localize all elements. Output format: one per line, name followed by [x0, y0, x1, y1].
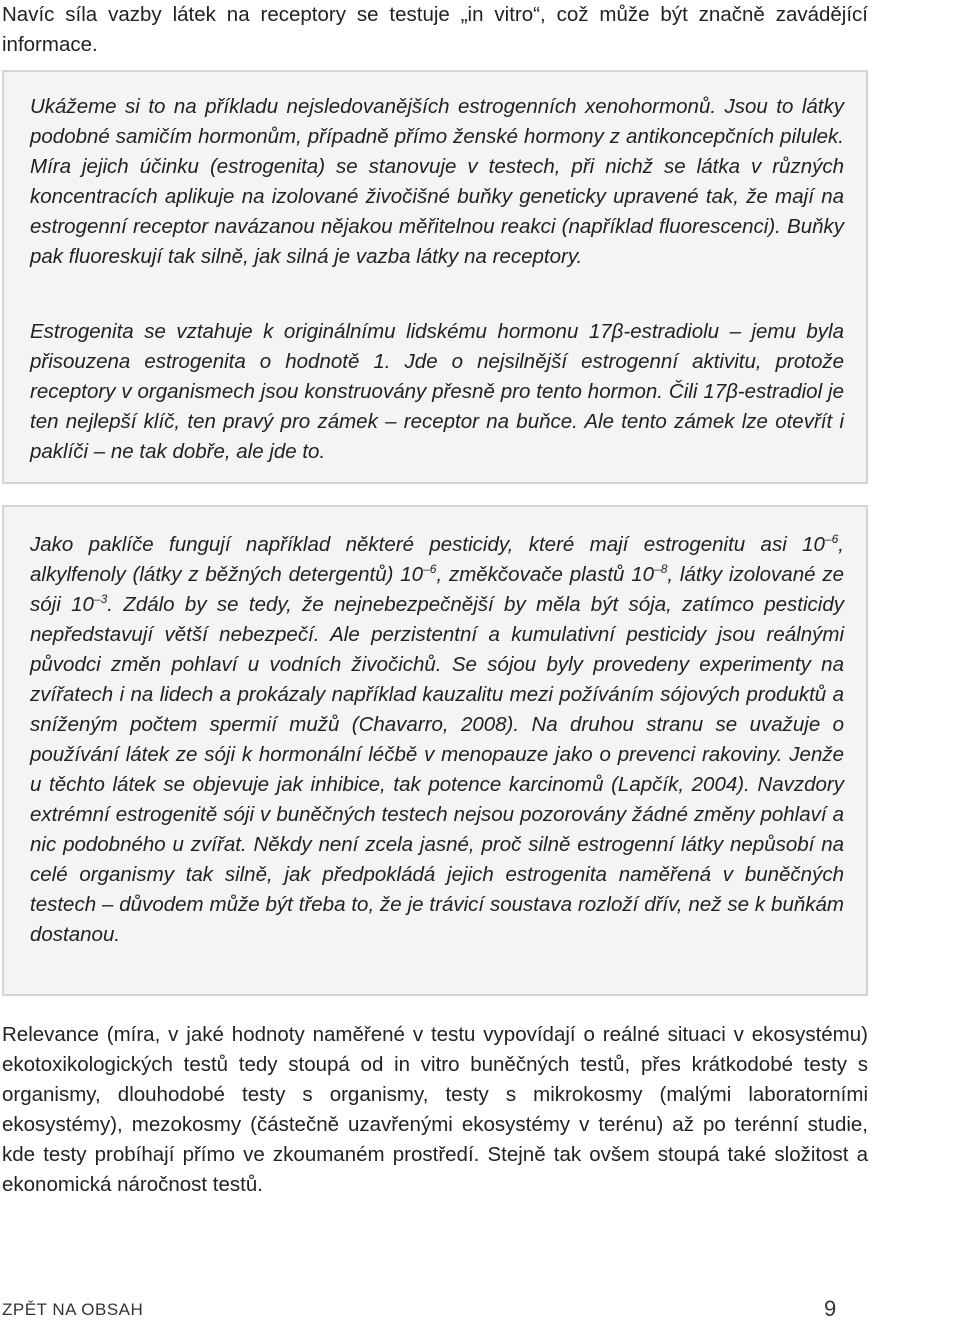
- box2-text-4: , látky izolované ze sóji 10: [30, 563, 844, 616]
- box1-paragraph-1: Ukážeme si to na příkladu nejsledovanějších estrogenních xenohormonů. Jsou to látky podobné samičím hormonům, případně přímo ženské hormony z antikoncepčních pilulek. Míra jejich účinku (estrogenita) se stanovuje v testech, při nichž se látka v různých koncentracích aplikuje na izolované živočišné buňky geneticky upravené tak, že mají na estrogenní receptor navázanou nějakou měřitelnou reakci (například fluorescenci). Buňky pak fluoreskují tak silně, jak silná je vazba látky na receptory.: [30, 95, 844, 268]
- info-box-pesticides: [2, 505, 868, 996]
- page-number: 9: [824, 1296, 837, 1321]
- info-box-estrogenity: [2, 70, 868, 484]
- box2-exponent-4: –3: [93, 592, 108, 606]
- box2-exponent-2: –6: [423, 562, 437, 576]
- box2-paragraph: [30, 530, 844, 950]
- box2-text-5: . Zdálo by se tedy, že nejnebezpečnější by měla být sója, zatímco pesticidy nepředstavují větší nebezpečí. Ale perzistentní a kumulativní pesticidy jsou reálnými původci změn pohlaví u vodních živočichů. Se sójou byly provedeny experimenty na zvířatech i na lidech a prokázaly například kauzalitu mezi požíváním sójových produktů a sníženým počtem spermií mužů (Chavarro, 2008). Na druhou stranu se uvažuje o používání látek ze sóji k hormonální léčbě v menopauze jako o prevenci rakoviny. Jenže u těchto látek se objevuje jak inhibice, tak potence karcinomů (Lapčík, 2004). Navzdory extrémní estrogenitě sóji v buněčných testech nejsou pozorovány žádné změny pohlaví a nic podobného u zvířat. Někdy není zcela jasné, proč silně estrogenní látky nepůsobí na celé organismy tak silně, jak předpokládá jejich estrogenita naměřená v buněčných testech – důvodem může být třeba to, že je trávicí soustava rozloží dřív, než se k buňkám dostanou.: [30, 593, 844, 946]
- back-to-contents-link[interactable]: ZPĚT NA OBSAH: [2, 1300, 144, 1319]
- intro-paragraph: Navíc síla vazby látek na receptory se testuje „in vitro“, což může být značně zavádějící informace.: [2, 3, 868, 56]
- box1-paragraph-2: Estrogenita se vztahuje k originálnímu lidskému hormonu 17β-estradiolu – jemu byla přisouzena estrogenita o hodnotě 1. Jde o nejsilnější estrogenní aktivitu, protože receptory v organismech jsou konstruovány přesně pro tento hormon. Čili 17β-estradiol je ten nejlepší klíč, ten pravý pro zámek – receptor na buňce. Ale tento zámek lze otevřít i paklíči – ne tak dobře, ale jde to.: [30, 320, 844, 463]
- box2-text-2: , alkylfenoly (látky z běžných detergentů) 10: [30, 533, 844, 586]
- relevance-paragraph: Relevance (míra, v jaké hodnoty naměřené v testu vypovídají o reálné situaci v ekosystému) ekotoxikologických testů tedy stoupá od in vitro buněčných testů, přes krátkodobé testy s organismy, dlouhodobé testy s organismy, testy s mikrokosmy (malými laboratorními ekosystémy), mezokosmy (částečně uzavřenými ekosystémy v terénu) až po terénní studie, kde testy probíhají přímo ve zkoumaném prostředí. Stejně tak ovšem stoupá také složitost a ekonomická náročnost testů.: [2, 1023, 868, 1196]
- box2-exponent-1: –6: [824, 532, 839, 546]
- box2-text-1: Jako paklíče fungují například některé pesticidy, které mají estrogenitu asi 10: [30, 533, 825, 556]
- box2-text-3: , změkčovače plastů 10: [436, 563, 655, 586]
- box2-exponent-3: –8: [654, 562, 668, 576]
